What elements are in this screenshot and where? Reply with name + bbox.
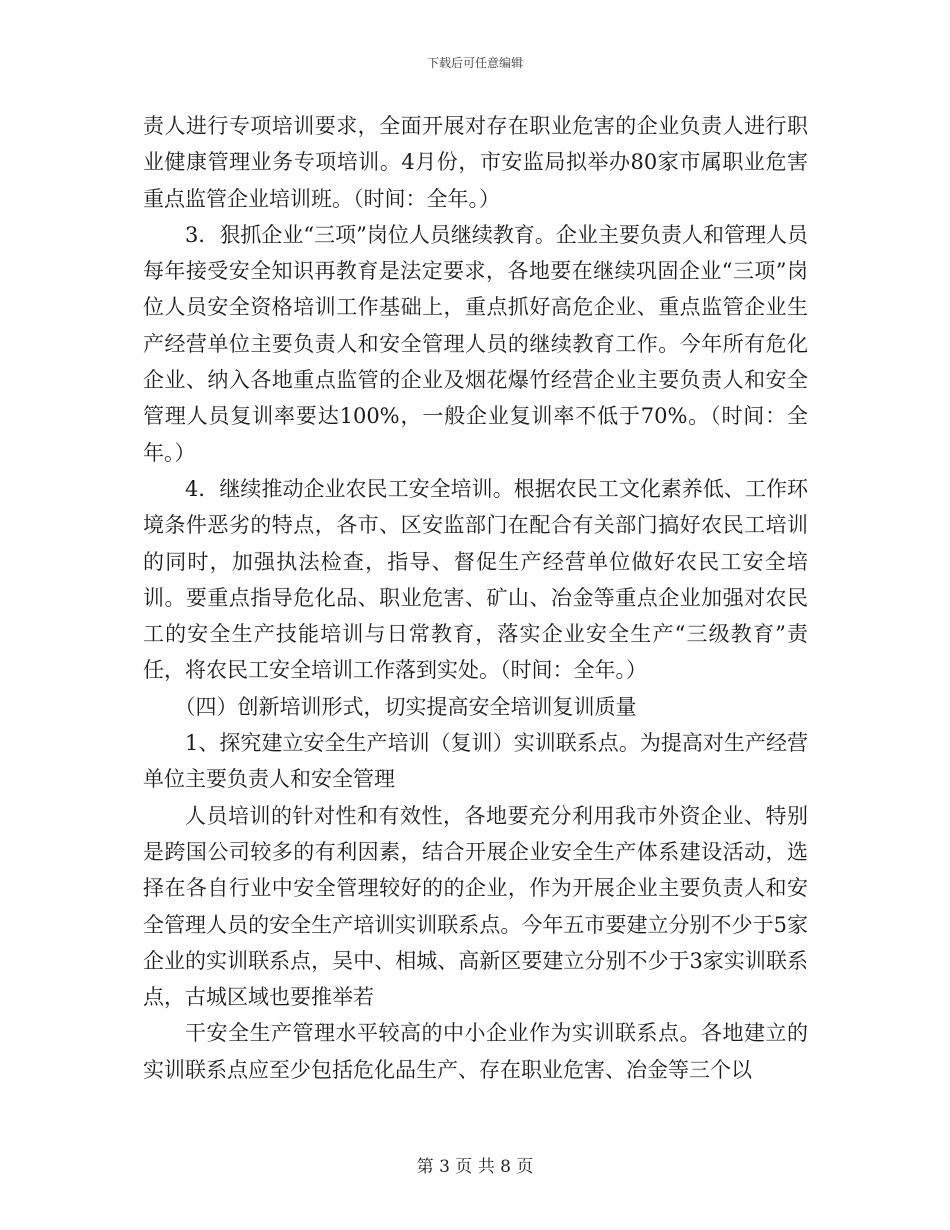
section-heading: （四）创新培训形式，切实提高安全培训复训质量 bbox=[174, 694, 637, 719]
paragraph: 干安全生产管理水平较高的中小企业作为实训联系点。各地建立的实训联系点应至少包括危化品生产、存在职业危害、冶金等三个以 bbox=[143, 1021, 808, 1082]
page-number: 第 3 页 共 8 页 bbox=[416, 1157, 534, 1177]
paragraph: 人员培训的针对性和有效性，各地要充分利用我市外资企业、特别是跨国公司较多的有利因素，结合开展企业安全生产体系建设活动，选择在各自行业中安全管理较好的的企业，作为开展企业主要负责人和安全管理人员的安全生产培训实训联系点。今年五市要建立分别不少于5家企业的实训联系点，吴中、相城、高新区要建立分别不少于3家实训联系点，古城区域也要推举若 bbox=[143, 803, 808, 1010]
document-body bbox=[143, 108, 808, 1088]
paragraph: 1、探究建立安全生产培训（复训）实训联系点。为提高对生产经营单位主要负责人和安全管理 bbox=[143, 731, 808, 792]
paragraph: 3．狠抓企业“三项”岗位人员继续教育。企业主要负责人和管理人员每年接受安全知识再教育是法定要求，各地要在继续巩固企业“三项”岗位人员安全资格培训工作基础上，重点抓好高危企业、重点监管企业生产经营单位主要负责人和安全管理人员的继续教育工作。今年所有危化企业、纳入各地重点监管的企业及烟花爆竹经营企业主要负责人和安全管理人员复训率要达100%，一般企业复训率不低于70%。（时间：全年。） bbox=[143, 222, 808, 465]
paragraph: 4．继续推动企业农民工安全培训。根据农民工文化素养低、工作环境条件恶劣的特点，各市、区安监部门在配合有关部门搞好农民工培训的同时，加强执法检查，指导、督促生产经营单位做好农民工安全培训。要重点指导危化品、职业危害、矿山、冶金等重点企业加强对农民工的安全生产技能培训与日常教育，落实企业安全生产“三级教育”责任，将农民工安全培训工作落到实处。（时间：全年。） bbox=[143, 476, 808, 683]
header-note: 下载后可任意编辑 bbox=[426, 56, 523, 70]
paragraph: 责人进行专项培训要求，全面开展对存在职业危害的企业负责人进行职业健康管理业务专项培训。4月份，市安监局拟举办80家市属职业危害重点监管企业培训班。（时间：全年。） bbox=[143, 114, 808, 211]
